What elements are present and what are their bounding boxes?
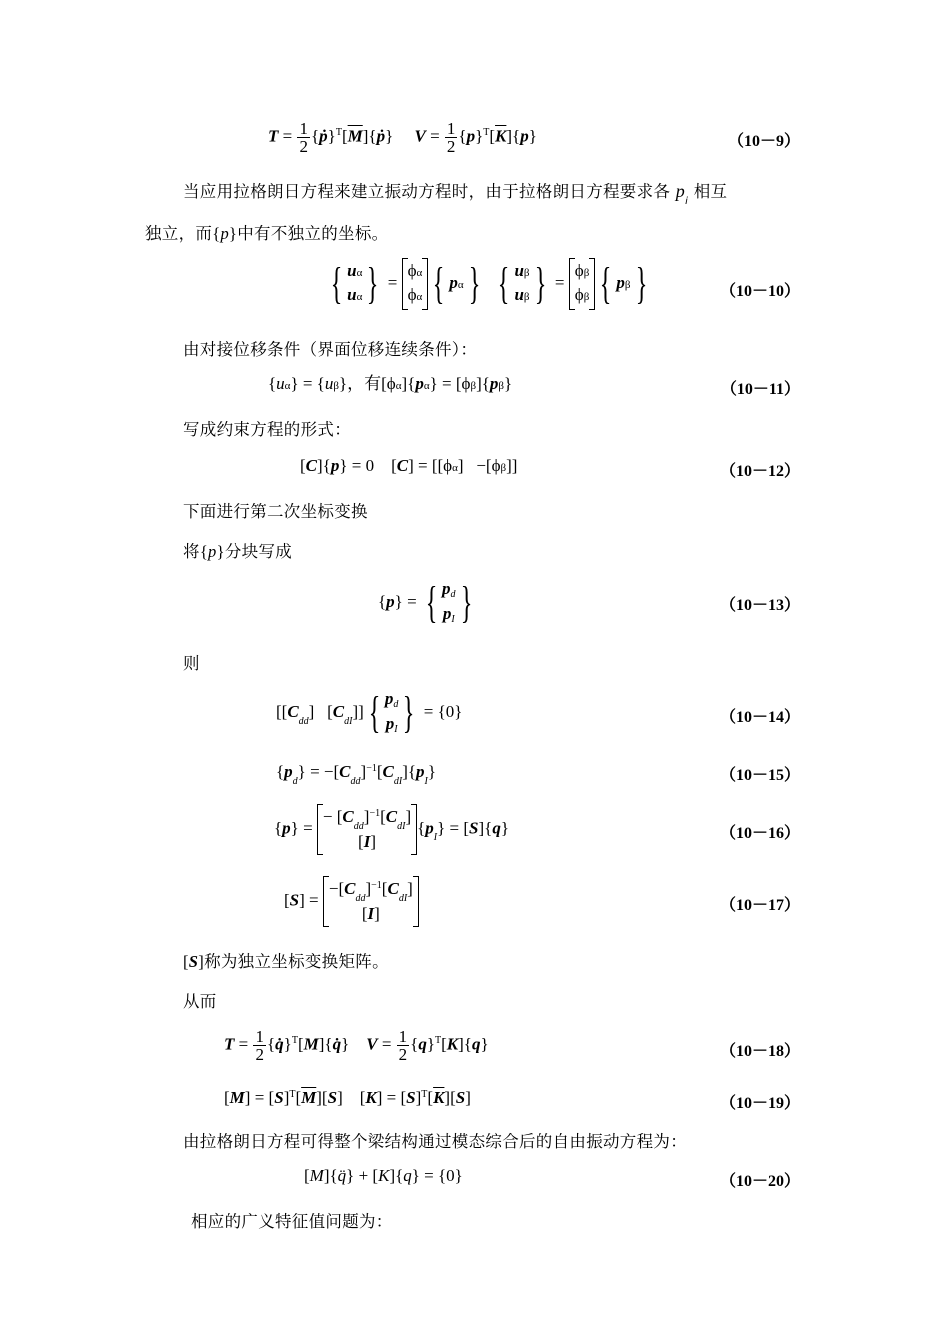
paragraph-text: 独立，而{p}中有不独立的坐标。 [145, 224, 389, 243]
equation-10-14: [$[C_{dd}]$ $[C_{dI}]$] { pd pI } = {0} [276, 688, 463, 737]
text-line: 中有不独立的坐标。 [237, 224, 389, 243]
equation-10-13: {p} = { pd pI } [378, 578, 472, 627]
equation-number: （10－12） [719, 463, 800, 480]
paragraph-text: 由拉格朗日方程可得整个梁结构通过模态综合后的自由振动方程为： [183, 1132, 687, 1151]
text-line: 当应用拉格朗日方程来建立振动方程时，由于拉格朗日方程要求各 [183, 182, 671, 201]
equation-10-15: $\{p_d\} = -[C_{dd}]^{-1}[C_{dI}]\{p_I\}$ [276, 762, 437, 787]
equation-number: （10－14） [719, 709, 800, 726]
equation-number: （10－18） [719, 1043, 800, 1060]
paragraph-text: 相应的广义特征值问题为： [191, 1212, 393, 1231]
text-line: 将 [183, 542, 200, 561]
equation-10-16: {p} = − $[C_{dd}]^{-1}[C_{dI}]$ $[I]\{p_I\} = [S]\{q\}$ [274, 804, 509, 855]
text-line: 分块写成 [224, 542, 293, 561]
text-line: 相互 [693, 182, 728, 201]
equation-number: （10－11） [720, 381, 800, 398]
paragraph-text: 写成约束方程的形式： [183, 420, 351, 439]
equation-number: （10－19） [719, 1095, 800, 1112]
equation-10-9: T = $\frac{1}{2}$ $\{ṗ\}^T[\overline{M}]\{ṗ\}$ V = $\frac{1}{2}$ $\{p\}^T[\overline{K}]\{p\}$ [268, 119, 537, 156]
equation-number: （10－9） [727, 133, 800, 150]
paragraph-text: 由对接位移条件（界面位移连续条件）： [183, 340, 478, 359]
paragraph-text: 下面进行第二次坐标变换 [183, 502, 368, 521]
equation-10-17: $[S] = -[C_{dd}]^{-1}[C_{dI}]$ [I] [284, 876, 419, 927]
paragraph-text: 从而 [183, 992, 217, 1011]
equation-10-12: [C]{p} = 0 [C] = [[ϕα] −[ϕβ]] [300, 456, 518, 475]
equation-10-18: T = $\frac{1}{2}$ {q̇}$^T$[M]{q̇} V = $\frac{1}{2}$ $\{q\}^T[K]\{q\}$ [224, 1027, 489, 1064]
equation-number: （10－17） [719, 897, 800, 914]
equation-10-11: {uα} = {uβ}，有[ϕα]{pα} = [ϕβ]{pβ} [268, 374, 513, 394]
equation-number: （10－10） [719, 283, 800, 300]
equation-number: （10－16） [719, 825, 800, 842]
paragraph-text: 则 [183, 654, 200, 673]
inline-text: ，有 [347, 374, 382, 394]
paragraph-text: [S]称为独立坐标变换矩阵。 [183, 952, 389, 971]
paragraph-text: 当应用拉格朗日方程来建立振动方程时，由于拉格朗日方程要求各 $p_i$ 相互 [183, 181, 728, 207]
text-line: 称为独立坐标变换矩阵。 [204, 952, 389, 971]
paragraph-text: 将{p}分块写成 [183, 542, 293, 561]
equation-10-19: $[M] = [S]^T[\overline{M}][S]$ $[K] = [S]^T[\overline{K}][S]$ [224, 1088, 471, 1107]
equation-number: （10－13） [719, 597, 800, 614]
equation-10-10: { uα uα } = ϕα ϕα { pα } { uβ uβ } = ϕβ ϕβ { pβ } [330, 259, 647, 308]
text-line: 独立，而 [145, 224, 213, 243]
equation-number: （10－15） [719, 767, 800, 784]
equation-number: （10－20） [719, 1173, 800, 1190]
equation-10-20: [M]{q̈} + [K]{q} = {0} [304, 1166, 463, 1185]
